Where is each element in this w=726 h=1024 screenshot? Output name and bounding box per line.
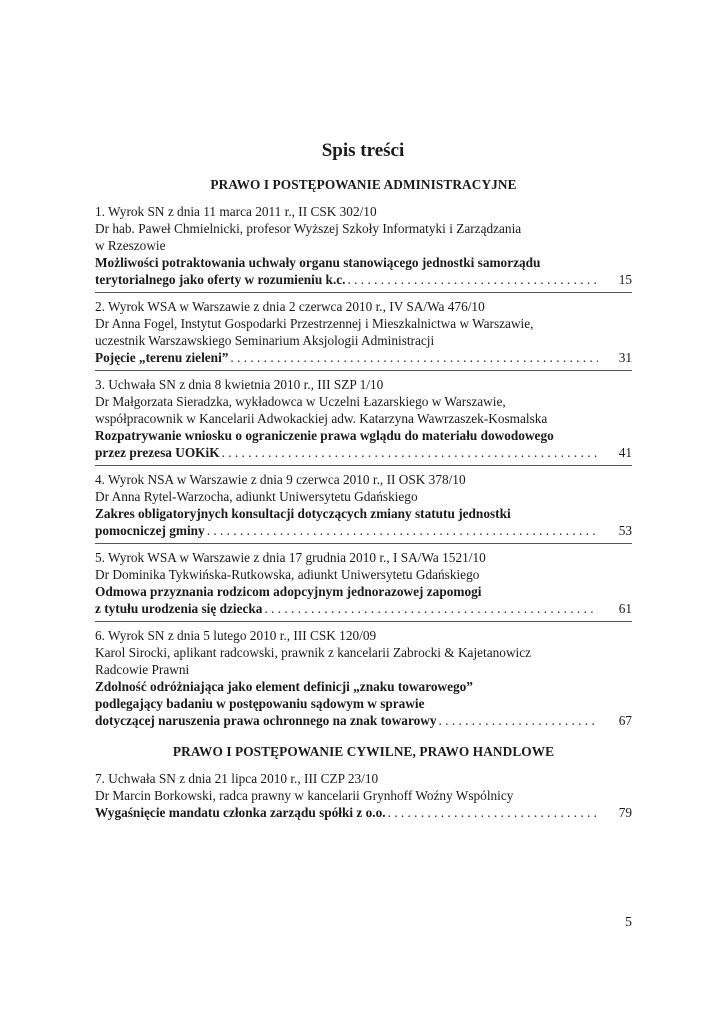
entry-title: Możliwości potraktowania uchwały organu stanowiącego jednostki samorządu <box>95 255 541 270</box>
entry-author: Dr hab. Paweł Chmielnicki, profesor Wyższej Szkoły Informatyki i Zarządzania <box>95 221 522 236</box>
entry-title: Zakres obligatoryjnych konsultacji dotyczących zmiany statutu jednostki <box>95 506 511 521</box>
page-number: 5 <box>625 915 632 930</box>
entry-title-last-line <box>95 522 632 539</box>
entry-title-last-line <box>95 712 632 729</box>
entry-title-last-line <box>95 444 632 461</box>
leader-dots <box>264 600 598 617</box>
toc-entry <box>95 770 632 821</box>
entry-page-number[interactable]: 31 <box>618 350 632 365</box>
entry-author: uczestnik Warszawskiego Seminarium Aksjologii Administracji <box>95 333 435 348</box>
leader-dots <box>348 271 599 288</box>
entry-title: Zdolność odróżniająca jako element definicji „znaku towarowego” <box>95 679 473 694</box>
entry-citation: 3. Uchwała SN z dnia 8 kwietnia 2010 r., III SZP 1/10 <box>95 377 384 392</box>
toc-entry <box>95 471 632 539</box>
entry-title: dotyczącej naruszenia prawa ochronnego na znak towarowy <box>95 713 437 728</box>
entry-author: w Rzeszowie <box>95 238 166 253</box>
table-of-contents <box>95 176 632 821</box>
entry-title-last-line <box>95 271 632 288</box>
section-heading: PRAWO I POSTĘPOWANIE CYWILNE, PRAWO HANDLOWE <box>172 744 555 759</box>
entry-page-number[interactable]: 79 <box>618 805 632 820</box>
entry-title: Wygaśnięcie mandatu członka zarządu spółki z o.o. <box>95 805 386 820</box>
entry-page-number[interactable]: 15 <box>618 272 632 287</box>
entry-page-number[interactable]: 67 <box>618 713 632 728</box>
entry-author: Dr Małgorzata Sieradzka, wykładowca w Uczelni Łazarskiego w Warszawie, <box>95 394 506 409</box>
entry-title: Pojęcie „terenu zieleni” <box>95 350 229 365</box>
entry-author: współpracownik w Kancelarii Adwokackiej adw. Katarzyna Wawrzaszek-Kosmalska <box>95 411 548 426</box>
entry-title: pomocniczej gminy <box>95 523 205 538</box>
entry-page-number[interactable]: 41 <box>618 445 632 460</box>
entry-author: Karol Sirocki, aplikant radcowski, prawnik z kancelarii Zabrocki & Kajetanowicz <box>95 645 532 660</box>
entry-author: Dr Anna Rytel-Warzocha, adiunkt Uniwersytetu Gdańskiego <box>95 489 418 504</box>
entry-citation: 7. Uchwała SN z dnia 21 lipca 2010 r., III CZP 23/10 <box>95 771 379 786</box>
entry-title-last-line <box>95 349 632 366</box>
entry-divider <box>95 370 632 371</box>
entry-citation: 4. Wyrok NSA w Warszawie z dnia 9 czerwca 2010 r., II OSK 378/10 <box>95 472 466 487</box>
entry-divider <box>95 292 632 293</box>
entry-divider <box>95 621 632 622</box>
entry-author: Dr Dominika Tykwińska-Rutkowska, adiunkt Uniwersytetu Gdańskiego <box>95 567 480 582</box>
section-heading: PRAWO I POSTĘPOWANIE ADMINISTRACYJNE <box>210 177 517 192</box>
toc-entry <box>95 376 632 461</box>
entry-citation: 1. Wyrok SN z dnia 11 marca 2011 r., II CSK 302/10 <box>95 204 377 219</box>
entry-author: Radcowie Prawni <box>95 662 190 677</box>
entry-page-number[interactable]: 53 <box>618 523 632 538</box>
entry-title: Rozpatrywanie wniosku o ograniczenie prawa wglądu do materiału dowodowego <box>95 428 554 443</box>
page-title: Spis treści <box>321 140 405 161</box>
entry-divider <box>95 465 632 466</box>
entry-page-number[interactable]: 61 <box>618 601 632 616</box>
toc-entry <box>95 549 632 617</box>
entry-title: Odmowa przyznania rodzicom adopcyjnym jednorazowej zapomogi <box>95 584 482 599</box>
toc-entry <box>95 298 632 366</box>
entry-title: przez prezesa UOKiK <box>95 445 220 460</box>
toc-entry <box>95 627 632 729</box>
entry-title-last-line <box>95 804 632 821</box>
entry-author: Dr Marcin Borkowski, radca prawny w kancelarii Grynhoff Woźny Wspólnicy <box>95 788 514 803</box>
entry-author: Dr Anna Fogel, Instytut Gospodarki Przestrzennej i Mieszkalnictwa w Warszawie, <box>95 316 534 331</box>
leader-dots <box>388 804 598 821</box>
entry-title-last-line <box>95 600 632 617</box>
leader-dots <box>222 444 598 461</box>
entry-divider <box>95 543 632 544</box>
leader-dots <box>207 522 598 539</box>
entry-title: terytorialnego jako oferty w rozumieniu k.c. <box>95 272 346 287</box>
entry-title: z tytułu urodzenia się dziecka <box>95 601 263 616</box>
entry-title: podlegający badaniu w postępowaniu sądowym w sprawie <box>95 696 425 711</box>
entry-citation: 5. Wyrok WSA w Warszawie z dnia 17 grudnia 2010 r., I SA/Wa 1521/10 <box>95 550 486 565</box>
entry-citation: 6. Wyrok SN z dnia 5 lutego 2010 r., III CSK 120/09 <box>95 628 377 643</box>
toc-entry <box>95 203 632 288</box>
leader-dots <box>439 712 598 729</box>
entry-citation: 2. Wyrok WSA w Warszawie z dnia 2 czerwca 2010 r., IV SA/Wa 476/10 <box>95 299 485 314</box>
leader-dots <box>230 349 598 366</box>
